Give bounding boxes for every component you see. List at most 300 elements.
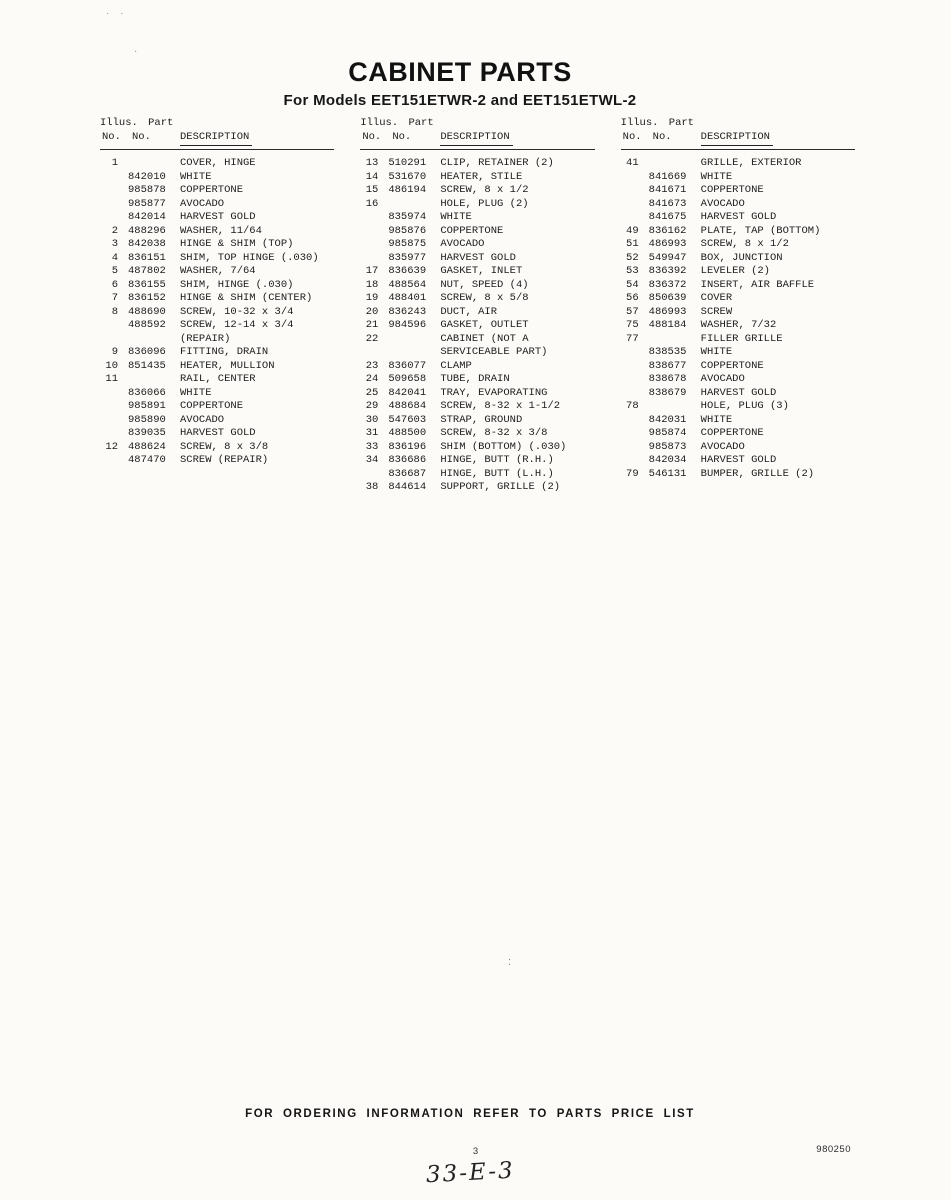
part-description: GASKET, OUTLET — [440, 319, 529, 332]
part-no: 985875 — [388, 238, 427, 251]
part-no-header: No. — [652, 131, 672, 144]
header-line-2 — [621, 131, 855, 146]
part-description: WASHER, 7/64 — [180, 265, 256, 278]
part-description: TRAY, EVAPORATING — [440, 386, 548, 399]
part-no: 531670 — [388, 170, 427, 183]
illus-no: 5 — [111, 265, 118, 278]
part-no: 985891 — [128, 400, 166, 413]
illus-no: 75 — [626, 319, 639, 332]
part-description: SCREW, 8 x 1/2 — [440, 184, 529, 197]
part-no: 488401 — [388, 292, 427, 305]
column-header — [360, 117, 594, 150]
part-no: 838679 — [648, 386, 687, 399]
part-description: HARVEST GOLD — [700, 211, 777, 224]
part-no: 836392 — [648, 265, 687, 278]
parts-row — [100, 346, 334, 360]
illus-no — [621, 211, 639, 225]
part-no: 836372 — [648, 278, 687, 291]
illus-no: 56 — [626, 292, 639, 305]
illus-header-label: Illus. — [620, 117, 659, 130]
illus-no — [360, 468, 378, 482]
parts-row — [360, 238, 594, 252]
parts-row — [621, 373, 855, 387]
part-no: 487802 — [128, 265, 166, 278]
part-description: GASKET, INLET — [440, 265, 523, 278]
illus-no — [100, 387, 118, 401]
part-no-header: No. — [132, 131, 151, 144]
part-description: SHIM, HINGE (.030) — [180, 278, 294, 291]
part-description: AVOCADO — [700, 440, 745, 453]
parts-row — [360, 306, 594, 320]
header-line-2 — [360, 131, 594, 146]
parts-row — [621, 306, 855, 320]
part-description: HARVEST GOLD — [440, 251, 516, 264]
illus-no — [360, 211, 378, 225]
part-no: 839035 — [128, 427, 166, 440]
parts-rows — [621, 157, 855, 481]
illus-no: 54 — [626, 278, 639, 291]
parts-row — [360, 333, 594, 347]
illus-no: 78 — [626, 400, 639, 413]
part-no: 547603 — [388, 413, 427, 426]
part-description: SCREW, 10-32 x 3/4 — [180, 305, 294, 318]
part-no: 546131 — [648, 467, 687, 480]
illus-no — [621, 454, 639, 468]
illus-no: 41 — [626, 157, 639, 170]
part-description: HEATER, MULLION — [180, 359, 275, 372]
part-no: 842014 — [128, 211, 166, 224]
illus-no: 13 — [365, 157, 379, 170]
part-description: WHITE — [700, 413, 733, 426]
part-no: 842031 — [648, 413, 687, 426]
parts-row — [360, 481, 594, 495]
part-description: HINGE & SHIM (CENTER) — [180, 292, 313, 305]
part-no: 985874 — [648, 427, 687, 440]
illus-no: 8 — [111, 305, 118, 318]
part-description: SCREW, 8 x 5/8 — [440, 292, 529, 305]
part-description: WASHER, 7/32 — [700, 319, 777, 332]
part-description: SHIM (BOTTOM) (.030) — [440, 440, 567, 453]
part-description: HINGE & SHIM (TOP) — [180, 238, 294, 251]
part-no: 842038 — [128, 238, 166, 251]
part-no: 509658 — [388, 373, 427, 386]
part-no: 844614 — [388, 481, 427, 494]
part-no: 841675 — [648, 211, 687, 224]
illus-no — [100, 171, 118, 185]
illus-no: 3 — [111, 238, 118, 251]
illus-no: 79 — [626, 467, 639, 480]
document-code: 980250 — [816, 1144, 851, 1155]
illus-no-header: No. — [622, 131, 642, 144]
illus-no: 53 — [626, 265, 639, 278]
parts-row — [100, 441, 334, 455]
part-description: WHITE — [700, 346, 733, 359]
part-no: 838678 — [648, 373, 687, 386]
description-header: DESCRIPTION — [701, 131, 773, 146]
illus-no — [621, 198, 639, 212]
part-no: 836096 — [128, 346, 166, 359]
part-description: COPPERTONE — [700, 427, 764, 440]
part-description: LEVELER (2) — [700, 265, 770, 278]
part-description: COPPERTONE — [440, 224, 504, 237]
scan-speck: · — [134, 46, 142, 57]
part-no: 836639 — [388, 265, 427, 278]
part-description: HOLE, PLUG (2) — [440, 197, 529, 210]
part-description: CLAMP — [440, 359, 472, 372]
part-description: WHITE — [180, 170, 212, 183]
illus-no — [621, 373, 639, 387]
parts-row — [100, 319, 334, 333]
illus-no — [100, 400, 118, 414]
part-no — [388, 333, 430, 347]
illus-no: 6 — [111, 278, 118, 291]
part-no: 842010 — [128, 170, 166, 183]
illus-no: 33 — [365, 440, 379, 453]
part-no: 549947 — [648, 251, 687, 264]
parts-row — [360, 427, 594, 441]
illus-no — [621, 387, 639, 401]
scan-speck: · · — [106, 8, 128, 19]
parts-row — [100, 157, 334, 171]
part-description: COVER — [700, 292, 733, 305]
parts-row — [100, 333, 334, 347]
illus-no-header: No. — [102, 131, 121, 144]
part-no: 486993 — [648, 305, 687, 318]
parts-row — [100, 387, 334, 401]
parts-row — [360, 171, 594, 185]
part-no: 488684 — [388, 400, 427, 413]
part-no: 486194 — [388, 184, 427, 197]
illus-no — [621, 346, 639, 360]
part-no: 836151 — [128, 251, 166, 264]
part-description: FILLER GRILLE — [700, 332, 783, 345]
part-description: AVOCADO — [180, 197, 225, 210]
parts-row — [100, 265, 334, 279]
illus-no — [100, 427, 118, 441]
part-description: STRAP, GROUND — [440, 413, 523, 426]
parts-row — [100, 225, 334, 239]
illus-no — [360, 238, 378, 252]
header-line-1 — [100, 117, 334, 130]
part-no — [128, 373, 170, 387]
parts-row — [360, 414, 594, 428]
illus-no — [621, 441, 639, 455]
parts-row — [621, 346, 855, 360]
illus-no: 14 — [365, 170, 379, 183]
part-no: 985878 — [128, 184, 166, 197]
parts-rows — [100, 157, 334, 468]
part-description: SCREW, 8 x 1/2 — [700, 238, 789, 251]
part-description: AVOCADO — [700, 373, 745, 386]
part-no: 842034 — [648, 454, 687, 467]
column-header — [621, 117, 855, 150]
header-line-2 — [100, 131, 334, 146]
illus-no: 30 — [365, 413, 379, 426]
illus-no: 57 — [626, 305, 639, 318]
part-description: PLATE, TAP (BOTTOM) — [700, 224, 821, 237]
scan-speck: : — [508, 956, 516, 968]
part-no: 488184 — [648, 319, 687, 332]
parts-row — [100, 400, 334, 414]
parts-column-1 — [100, 117, 334, 495]
part-description: GRILLE, EXTERIOR — [700, 157, 802, 170]
part-description: SCREW — [700, 305, 733, 318]
part-description: COPPERTONE — [700, 359, 764, 372]
parts-column-3 — [621, 117, 855, 495]
part-description: HARVEST GOLD — [180, 427, 256, 440]
illus-no: 51 — [626, 238, 639, 251]
parts-row — [360, 292, 594, 306]
illus-no: 77 — [626, 332, 639, 345]
parts-row — [100, 171, 334, 185]
part-no: 488500 — [388, 427, 427, 440]
part-description: HEATER, STILE — [440, 170, 523, 183]
part-description: BOX, JUNCTION — [700, 251, 783, 264]
parts-row — [621, 333, 855, 347]
parts-row — [621, 198, 855, 212]
part-no: 836152 — [128, 292, 166, 305]
illus-no — [100, 454, 118, 468]
parts-row — [621, 468, 855, 482]
part-description: HINGE, BUTT (R.H.) — [440, 454, 554, 467]
part-description: FITTING, DRAIN — [180, 346, 269, 359]
illus-no: 25 — [365, 386, 379, 399]
header-line-1 — [621, 117, 855, 130]
parts-row — [100, 360, 334, 374]
parts-row — [621, 238, 855, 252]
part-no: 985876 — [388, 224, 427, 237]
parts-row — [100, 279, 334, 293]
illus-no: 4 — [111, 251, 118, 264]
illus-no: 2 — [111, 224, 118, 237]
part-description: NUT, SPEED (4) — [440, 278, 529, 291]
parts-row — [621, 427, 855, 441]
part-no: 841673 — [648, 197, 687, 210]
illus-no — [621, 360, 639, 374]
illus-no: 24 — [365, 373, 379, 386]
part-no — [649, 157, 691, 171]
part-no: 835977 — [388, 251, 427, 264]
part-description: COPPERTONE — [180, 400, 244, 413]
parts-row — [360, 400, 594, 414]
part-no: 985890 — [128, 413, 166, 426]
parts-row — [621, 265, 855, 279]
illus-header-label: Illus. — [100, 117, 138, 130]
part-no: 851435 — [128, 359, 166, 372]
illus-no — [100, 414, 118, 428]
ordering-info-note: FOR ORDERING INFORMATION REFER TO PARTS PRICE LIST — [245, 1108, 695, 1120]
part-no: 838677 — [648, 359, 687, 372]
page-title: CABINET PARTS — [348, 57, 572, 87]
part-no — [128, 157, 170, 171]
parts-row — [621, 414, 855, 428]
illus-no — [360, 346, 378, 360]
part-no — [128, 333, 170, 347]
parts-row — [621, 225, 855, 239]
parts-row — [621, 454, 855, 468]
part-description: WHITE — [700, 170, 733, 183]
part-no-header: No. — [392, 131, 412, 144]
column-header — [100, 117, 334, 150]
part-description: COPPERTONE — [180, 184, 244, 197]
parts-row — [621, 157, 855, 171]
illus-no: 7 — [111, 292, 118, 305]
part-no: 985873 — [648, 440, 687, 453]
part-description: HOLE, PLUG (3) — [700, 400, 789, 413]
parts-row — [360, 468, 594, 482]
illus-no: 12 — [105, 440, 118, 453]
illus-no: 1 — [111, 157, 118, 170]
illus-no: 23 — [365, 359, 379, 372]
parts-row — [360, 373, 594, 387]
illus-no: 11 — [105, 373, 118, 386]
illus-no: 18 — [365, 278, 379, 291]
parts-row — [100, 306, 334, 320]
part-no: 486993 — [648, 238, 687, 251]
part-header-label: Part — [408, 117, 434, 130]
description-header: DESCRIPTION — [440, 131, 512, 146]
part-no: 488624 — [128, 440, 166, 453]
illus-no — [100, 211, 118, 225]
part-description: (REPAIR) — [180, 332, 231, 345]
illus-no: 52 — [626, 251, 639, 264]
part-header-label: Part — [148, 117, 174, 130]
parts-row — [621, 252, 855, 266]
part-description: AVOCADO — [700, 197, 745, 210]
illus-no — [360, 252, 378, 266]
part-description: SCREW, 8-32 x 1-1/2 — [440, 400, 561, 413]
illus-no: 20 — [365, 305, 379, 318]
illus-no-header: No. — [362, 131, 382, 144]
illus-no — [621, 171, 639, 185]
parts-row — [621, 279, 855, 293]
part-description: SCREW, 8-32 x 3/8 — [440, 427, 548, 440]
parts-row — [100, 454, 334, 468]
parts-row — [621, 400, 855, 414]
illus-no: 9 — [111, 346, 118, 359]
part-description: SCREW (REPAIR) — [180, 454, 269, 467]
part-description: COVER, HINGE — [180, 157, 256, 170]
part-description: WHITE — [440, 211, 472, 224]
parts-table — [100, 117, 855, 495]
parts-row — [360, 441, 594, 455]
illus-no: 49 — [626, 224, 639, 237]
part-no: 985877 — [128, 197, 166, 210]
illus-no — [100, 333, 118, 347]
part-description: SHIM, TOP HINGE (.030) — [180, 251, 319, 264]
models-subtitle: For Models EET151ETWR-2 and EET151ETWL-2 — [283, 92, 637, 110]
illus-no — [100, 198, 118, 212]
illus-no: 22 — [365, 332, 379, 345]
part-description: SCREW, 12-14 x 3/4 — [180, 319, 294, 332]
illus-no: 19 — [365, 292, 379, 305]
illus-no — [360, 225, 378, 239]
part-description: AVOCADO — [180, 413, 225, 426]
parts-row — [360, 184, 594, 198]
part-no: 488592 — [128, 319, 166, 332]
part-description: SERVICEABLE PART) — [440, 346, 548, 359]
parts-row — [100, 238, 334, 252]
part-description: HARVEST GOLD — [180, 211, 256, 224]
part-no: 488690 — [128, 305, 166, 318]
parts-row — [100, 427, 334, 441]
illus-no: 34 — [365, 454, 379, 467]
part-description: COPPERTONE — [700, 184, 764, 197]
part-description: TUBE, DRAIN — [440, 373, 510, 386]
part-description: WASHER, 11/64 — [180, 224, 262, 237]
illus-no — [100, 319, 118, 333]
illus-no: 17 — [365, 265, 379, 278]
part-description: RAIL, CENTER — [180, 373, 256, 386]
part-no: 836077 — [388, 359, 427, 372]
parts-row — [360, 319, 594, 333]
part-no: 835974 — [388, 211, 427, 224]
part-description: CLIP, RETAINER (2) — [440, 157, 554, 170]
parts-row — [360, 279, 594, 293]
part-no: 836687 — [388, 467, 427, 480]
part-no: 838535 — [648, 346, 687, 359]
part-description: WHITE — [180, 386, 212, 399]
illus-no: 16 — [365, 197, 379, 210]
parts-row — [360, 265, 594, 279]
part-no: 488296 — [128, 224, 166, 237]
parts-row — [100, 252, 334, 266]
illus-header-label: Illus. — [360, 117, 399, 130]
illus-no: 21 — [365, 319, 379, 332]
part-no: 841669 — [648, 170, 687, 183]
part-no: 836243 — [388, 305, 427, 318]
part-no — [388, 198, 430, 212]
part-no: 836066 — [128, 386, 166, 399]
parts-row — [621, 184, 855, 198]
parts-row — [621, 292, 855, 306]
page-number: 3 — [472, 1146, 479, 1157]
parts-row — [360, 211, 594, 225]
part-description: SCREW, 8 x 3/8 — [180, 440, 269, 453]
part-description: BUMPER, GRILLE (2) — [700, 467, 815, 480]
illus-no — [621, 184, 639, 198]
parts-row — [360, 360, 594, 374]
illus-no: 31 — [365, 427, 379, 440]
part-description: CABINET (NOT A — [440, 332, 529, 345]
part-no — [649, 400, 691, 414]
part-no: 984596 — [388, 319, 427, 332]
part-header-label: Part — [668, 117, 694, 130]
part-description: HARVEST GOLD — [700, 386, 777, 399]
parts-row — [621, 171, 855, 185]
illus-no — [621, 427, 639, 441]
illus-no: 10 — [105, 359, 118, 372]
parts-row — [621, 319, 855, 333]
part-description: DUCT, AIR — [440, 305, 498, 318]
part-description: SUPPORT, GRILLE (2) — [440, 481, 561, 494]
parts-row — [360, 252, 594, 266]
parts-row — [621, 441, 855, 455]
part-no: 510291 — [388, 157, 427, 170]
parts-row — [100, 211, 334, 225]
part-no — [388, 346, 430, 360]
illus-no: 29 — [365, 400, 379, 413]
description-header: DESCRIPTION — [180, 131, 252, 146]
part-no: 488564 — [388, 278, 427, 291]
part-description: HINGE, BUTT (L.H.) — [440, 467, 554, 480]
part-no: 842041 — [388, 386, 427, 399]
parts-row — [360, 225, 594, 239]
part-no — [649, 333, 691, 347]
parts-column-2 — [360, 117, 594, 495]
part-no: 836162 — [648, 224, 687, 237]
parts-row — [100, 292, 334, 306]
